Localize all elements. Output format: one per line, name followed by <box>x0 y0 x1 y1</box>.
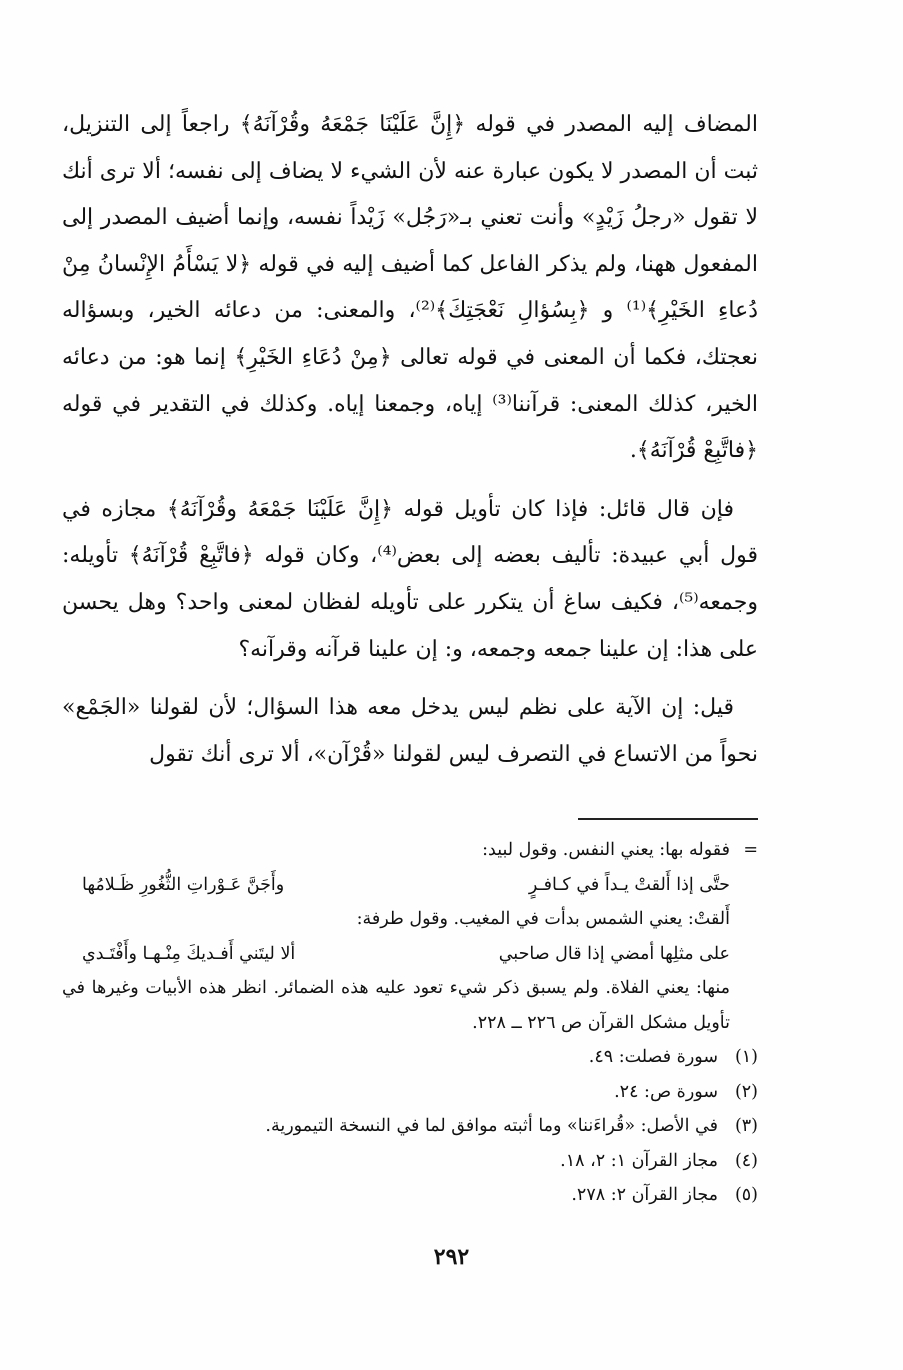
footnote-line: منها: يعني الفلاة. ولم يسبق ذكر شيء تعود عليه هذه الضمائر. انظر هذه الأبيات وغيرها في تأويل مشكل القرآن ص ٢٢٦ ــ ٢٢٨. <box>62 978 730 1033</box>
paragraph-3: قيل: إن الآية على نظم ليس يدخل معه هذا السؤال؛ لأن لقولنا «الجَمْع» نحواً من الاتساع في التصرف ليس لقولنا «قُرْآن»، ألا ترى أنك تقول <box>62 695 758 767</box>
continuation-mark: = <box>743 840 758 860</box>
footnote-text: سورة ص: ٢٤. <box>614 1081 718 1102</box>
paragraph-2: فإن قال قائل: فإذا كان تأويل قوله ﴿إِنَّ عَلَيْنَا جَمْعَهُ وقُرْآنَهُ﴾ مجازه في قول أبي عبيدة: تأليف بعضه إلى بعض⁽⁴⁾، وكان قوله ﴿فاتَّبِعْ قُرْآنَهُ﴾ تأويله: وجمعه⁽⁵⁾، فكيف ساغ أن يتكرر على تأويله لفظان لمعنى واحد؟ وهل يحسن على هذا: إن علينا جمعه وجمعه، و: إن علينا قرآنه وقرآنه؟ <box>62 496 758 662</box>
footnote-number: (٣) <box>734 1116 758 1136</box>
footnote-item <box>62 1075 758 1110</box>
footnote-number: (١) <box>734 1047 758 1067</box>
footnote-item <box>62 1144 758 1179</box>
footnote-item <box>62 1109 758 1144</box>
footnote-text: مجاز القرآن ١: ٢، ١٨. <box>560 1150 718 1171</box>
main-text <box>62 102 758 790</box>
verse-hemistich: حتَّى إذا أَلقتْ يـداً في كـافـرٍ <box>528 874 730 895</box>
poem-verse <box>62 868 730 903</box>
paragraph-1: المضاف إليه المصدر في قوله ﴿إِنَّ عَلَيْنَا جَمْعَهُ وقُرْآنَهُ﴾ راجعاً إلى التنزيل، ثبت أن المصدر لا يكون عبارة عنه لأن الشيء لا يضاف إلى نفسه؛ ألا ترى أنك لا تقول «رجلُ زَيْدٍ» وأنت تعني بـ«رَجُل» زَيْداً نفسه، وإنما أضيف المصدر إلى المفعول ههنا، ولم يذكر الفاعل كما أضيف إليه في قوله ﴿لا يَسْأَمُ الإِنْسانُ مِنْ دُعاءِ الخَيْرِ﴾⁽¹⁾ و ﴿بِسُؤالِ نَعْجَتِكَ﴾⁽²⁾، والمعنى: من دعائه الخير، وبسؤاله نعجتك، فكما أن المعنى في قوله تعالى ﴿مِنْ دُعَاءِ الخَيْرِ﴾ إنما هو: من دعائه الخير، كذلك المعنى: قرآننا⁽³⁾ إياه، وجمعنا إياه. وكذلك في التقدير في قوله ﴿فاتَّبِعْ قُرْآنَهُ﴾. <box>62 112 759 464</box>
footnote-line: فقوله بها: يعني النفس. وقول لبيد: <box>482 840 730 860</box>
footnote-separator <box>578 818 758 820</box>
verse-hemistich: ألا ليتَني أَفـديكَ مِنْـهـا وأَفْتَـدي <box>82 943 296 964</box>
footnote-number: (٤) <box>734 1150 758 1171</box>
poem-verse <box>62 937 730 972</box>
footnote-item <box>62 1178 758 1213</box>
footnote-text: في الأصل: «قُراءَننا» وما أثبته موافق لما في النسخة التيمورية. <box>265 1116 718 1136</box>
page-number: ٢٩٢ <box>433 1244 470 1270</box>
footnote-text: سورة فصلت: ٤٩. <box>588 1047 718 1067</box>
footnote-item <box>62 1040 758 1075</box>
footnote-number: (٥) <box>734 1185 758 1205</box>
footnotes <box>62 833 758 1213</box>
footnote-number: (٢) <box>734 1081 758 1102</box>
footnote-continuation <box>62 833 758 1040</box>
verse-hemistich: وأَجَنَّ عَـوْراتِ الثُّغُورِ ظَـلامُها <box>82 874 285 895</box>
verse-hemistich: على مثلِها أمضي إذا قال صاحبي <box>498 943 730 964</box>
footnote-line: أَلقتْ: يعني الشمس بدأت في المغيب. وقول طرفة: <box>356 909 730 929</box>
footnote-text: مجاز القرآن ٢: ٢٧٨. <box>571 1185 718 1205</box>
